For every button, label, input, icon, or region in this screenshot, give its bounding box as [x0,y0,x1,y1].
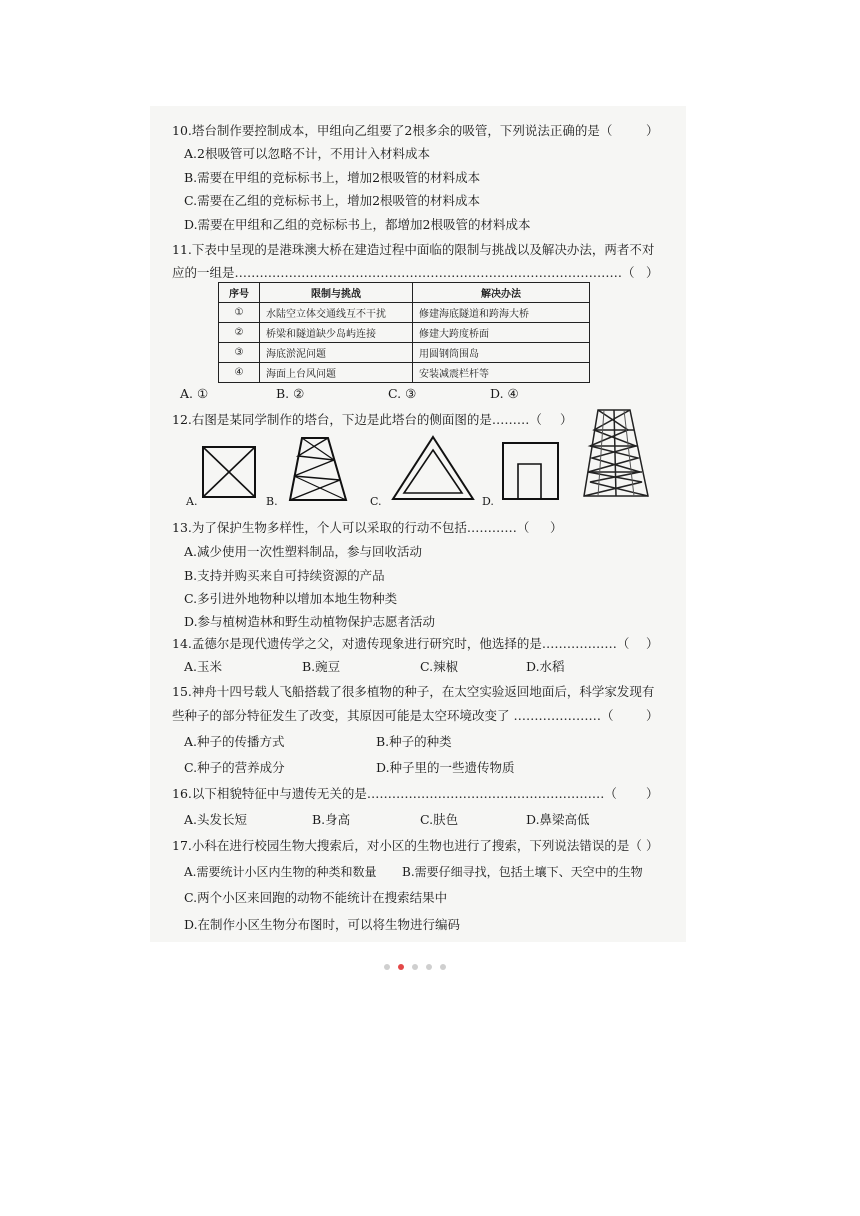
q11-option-b: B. ② [276,386,305,401]
page-dot[interactable] [426,964,432,970]
table-header-row [219,283,590,303]
q14-stem: 14.孟德尔是现代遗传学之父，对遗传现象进行研究时，他选择的是………………（ [172,636,630,651]
q16-option-d: D.鼻梁高低 [526,812,590,827]
q12-paren: ） [560,412,573,427]
q15-option-d: D.种子里的一些遗传物质 [376,760,515,775]
page-indicator [384,955,454,974]
q16-option-c: C.肤色 [420,812,459,827]
option-a-square-x-figure [200,444,260,500]
q11-paren: ） [646,265,659,280]
q10-option-d: D.需要在甲组和乙组的竞标标书上，都增加2根吸管的材料成本 [184,217,531,232]
q15-stem-line2: 些种子的部分特征发生了改变，其原因可能是太空环境改变了 …………………（ [172,708,614,723]
q16-stem: 16.以下相貌特征中与遗传无关的是…………………………………………………（ [172,786,617,801]
table-cell: 安装减震栏杆等 [413,363,590,383]
q16-option-a: A.头发长短 [184,812,248,827]
table-cell: ③ [219,343,260,363]
q15-stem-line1: 15.神舟十四号载人飞船搭载了很多植物的种子，在太空实验返回地面后，科学家发现有 [172,684,655,699]
table-cell: 海底淤泥问题 [260,343,413,363]
table-cell: 修建大跨度桥面 [413,323,590,343]
q14-option-a: A.玉米 [184,659,223,674]
table-cell: 用圆钢筒围岛 [413,343,590,363]
page-dot[interactable] [412,964,418,970]
q10-option-b: B.需要在甲组的竞标标书上，增加2根吸管的材料成本 [184,170,481,185]
q13-option-c: C.多引进外地物种以增加本地生物种类 [184,591,398,606]
q13-option-b: B.支持并购买来自可持续资源的产品 [184,568,385,583]
table-cell: ④ [219,363,260,383]
q17-option-a: A.需要统计小区内生物的种类和数量 [184,865,377,879]
q15-option-a: A.种子的传播方式 [184,734,285,749]
tower-model-figure [578,406,654,502]
table-cell: 桥梁和隧道缺少岛屿连接 [260,323,413,343]
q11-table [218,282,590,383]
table-cell: 海面上台风问题 [260,363,413,383]
table-header: 序号 [219,283,260,303]
q17-option-c: C.两个小区来回跑的动物不能统计在搜索结果中 [184,890,448,905]
q15-option-b: B.种子的种类 [376,734,452,749]
option-b-truss-figure [288,436,350,502]
q14-option-b: B.豌豆 [302,659,341,674]
table-row [219,343,590,363]
table-header: 限制与挑战 [260,283,413,303]
q11-stem-line2: 应的一组是…………………………………………………………………………………（ [172,265,635,280]
option-d-arch-figure [500,440,562,502]
table-cell: ② [219,323,260,343]
page-dot-active[interactable] [398,964,404,970]
table-row [219,303,590,323]
q13-paren: ） [550,520,563,535]
q12-label-b: B. [266,495,278,508]
table-cell: 水陆空立体交通线互不干扰 [260,303,413,323]
q17-option-d: D.在制作小区生物分布图时，可以将生物进行编码 [184,917,461,932]
q10-paren: ） [646,123,659,138]
q11-stem-line1: 11.下表中呈现的是港珠澳大桥在建造过程中面临的限制与挑战以及解决办法，两者不对 [172,242,655,257]
q12-stem: 12.右图是某同学制作的塔台，下边是此塔台的侧面图的是………（ [172,412,542,427]
page-dot[interactable] [384,964,390,970]
q13-stem: 13.为了保护生物多样性，个人可以采取的行动不包括…………（ [172,520,530,535]
q17-paren: ） [646,838,659,853]
option-c-triangle-figure [390,434,476,502]
q14-paren: ） [646,636,659,651]
q13-option-a: A.减少使用一次性塑料制品，参与回收活动 [184,544,423,559]
q17-stem: 17.小科在进行校园生物大搜索后，对小区的生物也进行了搜索，下列说法错误的是（ [172,838,642,853]
q11-option-a: A. ① [180,386,209,401]
q15-option-c: C.种子的营养成分 [184,760,285,775]
page-dot[interactable] [440,964,446,970]
q16-option-b: B.身高 [312,812,351,827]
q14-option-c: C.辣椒 [420,659,459,674]
q17-option-b: B.需要仔细寻找，包括土壤下、天空中的生物 [402,865,643,879]
q12-label-c: C. [370,495,382,508]
q12-label-a: A. [186,495,198,508]
table-cell: 修建海底隧道和跨海大桥 [413,303,590,323]
q10-stem: 10.塔台制作要控制成本，甲组向乙组要了2根多余的吸管，下列说法正确的是（ [172,123,613,138]
q11-option-c: C. ③ [388,386,417,401]
q10-option-a: A.2根吸管可以忽略不计，不用计入材料成本 [184,146,430,161]
q10-option-c: C.需要在乙组的竞标标书上，增加2根吸管的材料成本 [184,193,481,208]
table-header: 解决办法 [413,283,590,303]
table-cell: ① [219,303,260,323]
table-row [219,323,590,343]
table-row [219,363,590,383]
q11-option-d: D. ④ [490,386,519,401]
q14-option-d: D.水稻 [526,659,565,674]
q16-paren: ） [646,786,659,801]
q12-label-d: D. [482,495,494,508]
q15-paren: ） [646,708,659,723]
q13-option-d: D.参与植树造林和野生动植物保护志愿者活动 [184,614,436,629]
